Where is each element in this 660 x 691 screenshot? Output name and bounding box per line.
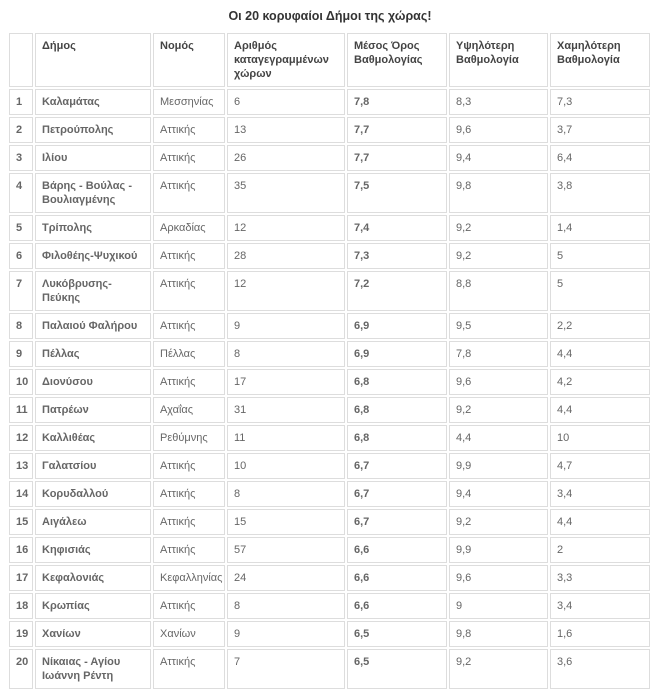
cell-lowest-score: 5 (550, 271, 650, 311)
cell-recorded-places: 28 (227, 243, 345, 269)
cell-lowest-score: 3,8 (550, 173, 650, 213)
cell-prefecture: Αττικής (153, 481, 225, 507)
cell-rank: 8 (9, 313, 33, 339)
cell-highest-score: 9,5 (449, 313, 548, 339)
cell-recorded-places: 17 (227, 369, 345, 395)
cell-lowest-score: 7,3 (550, 89, 650, 115)
table-row (9, 89, 650, 115)
cell-lowest-score: 6,4 (550, 145, 650, 171)
cell-highest-score: 9,8 (449, 621, 548, 647)
cell-highest-score: 8,3 (449, 89, 548, 115)
cell-municipality: Παλαιού Φαλήρου (35, 313, 151, 339)
table-row (9, 173, 650, 213)
cell-average-score: 7,3 (347, 243, 447, 269)
header-average-score: Μέσος Όρος Βαθμολογίας (347, 33, 447, 87)
cell-recorded-places: 6 (227, 89, 345, 115)
table-row (9, 621, 650, 647)
table-row (9, 425, 650, 451)
cell-average-score: 7,8 (347, 89, 447, 115)
cell-rank: 16 (9, 537, 33, 563)
table-row (9, 397, 650, 423)
cell-prefecture: Αττικής (153, 243, 225, 269)
cell-highest-score: 9,2 (449, 243, 548, 269)
cell-average-score: 7,5 (347, 173, 447, 213)
cell-recorded-places: 10 (227, 453, 345, 479)
table-row (9, 565, 650, 591)
header-lowest-score: Χαμηλότερη Βαθμολογία (550, 33, 650, 87)
cell-recorded-places: 12 (227, 215, 345, 241)
table-row (9, 271, 650, 311)
cell-rank: 15 (9, 509, 33, 535)
cell-lowest-score: 3,7 (550, 117, 650, 143)
cell-municipality: Καλαμάτας (35, 89, 151, 115)
cell-lowest-score: 4,7 (550, 453, 650, 479)
cell-lowest-score: 4,4 (550, 509, 650, 535)
header-recorded-places: Αριθμός καταγεγραμμένων χώρων (227, 33, 345, 87)
cell-recorded-places: 9 (227, 621, 345, 647)
cell-prefecture: Αττικής (153, 313, 225, 339)
table-row (9, 593, 650, 619)
table-row (9, 453, 650, 479)
cell-recorded-places: 15 (227, 509, 345, 535)
cell-lowest-score: 3,6 (550, 649, 650, 689)
cell-highest-score: 9,2 (449, 397, 548, 423)
cell-rank: 5 (9, 215, 33, 241)
cell-highest-score: 9,2 (449, 649, 548, 689)
header-municipality: Δήμος (35, 33, 151, 87)
cell-lowest-score: 1,4 (550, 215, 650, 241)
cell-average-score: 7,7 (347, 117, 447, 143)
cell-rank: 20 (9, 649, 33, 689)
cell-average-score: 6,6 (347, 565, 447, 591)
table-row (9, 369, 650, 395)
cell-prefecture: Αττικής (153, 509, 225, 535)
header-rank (9, 33, 33, 87)
table-row (9, 481, 650, 507)
cell-average-score: 6,8 (347, 397, 447, 423)
cell-lowest-score: 4,4 (550, 341, 650, 367)
top-municipalities-table (7, 31, 652, 691)
cell-lowest-score: 4,2 (550, 369, 650, 395)
cell-municipality: Ιλίου (35, 145, 151, 171)
table-row (9, 117, 650, 143)
table-row (9, 145, 650, 171)
cell-municipality: Διονύσου (35, 369, 151, 395)
cell-highest-score: 9,8 (449, 173, 548, 213)
cell-average-score: 6,8 (347, 369, 447, 395)
page-title: Οι 20 κορυφαίοι Δήμοι της χώρας! (228, 9, 432, 23)
cell-lowest-score: 2,2 (550, 313, 650, 339)
cell-rank: 17 (9, 565, 33, 591)
cell-municipality: Αιγάλεω (35, 509, 151, 535)
cell-prefecture: Αττικής (153, 453, 225, 479)
cell-prefecture: Κεφαλληνίας (153, 565, 225, 591)
cell-prefecture: Αρκαδίας (153, 215, 225, 241)
cell-lowest-score: 3,4 (550, 481, 650, 507)
cell-municipality: Κρωπίας (35, 593, 151, 619)
cell-municipality: Λυκόβρυσης-Πεύκης (35, 271, 151, 311)
cell-recorded-places: 24 (227, 565, 345, 591)
table-row (9, 341, 650, 367)
cell-recorded-places: 9 (227, 313, 345, 339)
cell-rank: 14 (9, 481, 33, 507)
cell-highest-score: 4,4 (449, 425, 548, 451)
cell-recorded-places: 57 (227, 537, 345, 563)
header-prefecture: Νομός (153, 33, 225, 87)
cell-recorded-places: 31 (227, 397, 345, 423)
cell-prefecture: Χανίων (153, 621, 225, 647)
cell-recorded-places: 35 (227, 173, 345, 213)
header-row (9, 33, 650, 87)
cell-highest-score: 9,4 (449, 145, 548, 171)
cell-lowest-score: 5 (550, 243, 650, 269)
cell-average-score: 6,7 (347, 453, 447, 479)
cell-rank: 7 (9, 271, 33, 311)
cell-rank: 9 (9, 341, 33, 367)
cell-recorded-places: 8 (227, 481, 345, 507)
cell-average-score: 6,6 (347, 537, 447, 563)
cell-rank: 3 (9, 145, 33, 171)
cell-lowest-score: 1,6 (550, 621, 650, 647)
cell-rank: 2 (9, 117, 33, 143)
cell-recorded-places: 7 (227, 649, 345, 689)
cell-prefecture: Αττικής (153, 369, 225, 395)
cell-highest-score: 7,8 (449, 341, 548, 367)
cell-highest-score: 9 (449, 593, 548, 619)
cell-municipality: Χανίων (35, 621, 151, 647)
cell-municipality: Κορυδαλλού (35, 481, 151, 507)
header-highest-score: Υψηλότερη Βαθμολογία (449, 33, 548, 87)
cell-recorded-places: 12 (227, 271, 345, 311)
cell-prefecture: Αχαΐας (153, 397, 225, 423)
cell-rank: 1 (9, 89, 33, 115)
cell-prefecture: Αττικής (153, 271, 225, 311)
cell-average-score: 6,9 (347, 341, 447, 367)
cell-municipality: Τρίπολης (35, 215, 151, 241)
cell-average-score: 6,9 (347, 313, 447, 339)
cell-municipality: Φιλοθέης-Ψυχικού (35, 243, 151, 269)
cell-highest-score: 9,6 (449, 117, 548, 143)
cell-recorded-places: 11 (227, 425, 345, 451)
cell-average-score: 7,4 (347, 215, 447, 241)
cell-average-score: 6,5 (347, 649, 447, 689)
cell-municipality: Καλλιθέας (35, 425, 151, 451)
cell-average-score: 7,2 (347, 271, 447, 311)
cell-average-score: 6,6 (347, 593, 447, 619)
cell-municipality: Βάρης - Βούλας - Βουλιαγμένης (35, 173, 151, 213)
cell-prefecture: Αττικής (153, 593, 225, 619)
cell-recorded-places: 26 (227, 145, 345, 171)
cell-rank: 18 (9, 593, 33, 619)
table-row (9, 537, 650, 563)
cell-prefecture: Αττικής (153, 537, 225, 563)
cell-rank: 12 (9, 425, 33, 451)
cell-recorded-places: 8 (227, 341, 345, 367)
table-row (9, 649, 650, 689)
cell-municipality: Γαλατσίου (35, 453, 151, 479)
cell-municipality: Κηφισιάς (35, 537, 151, 563)
cell-prefecture: Αττικής (153, 649, 225, 689)
cell-recorded-places: 8 (227, 593, 345, 619)
cell-highest-score: 9,9 (449, 453, 548, 479)
cell-rank: 11 (9, 397, 33, 423)
cell-highest-score: 8,8 (449, 271, 548, 311)
cell-municipality: Πετρούπολης (35, 117, 151, 143)
cell-lowest-score: 10 (550, 425, 650, 451)
cell-highest-score: 9,2 (449, 215, 548, 241)
cell-prefecture: Αττικής (153, 173, 225, 213)
cell-highest-score: 9,2 (449, 509, 548, 535)
cell-prefecture: Πέλλας (153, 341, 225, 367)
cell-rank: 10 (9, 369, 33, 395)
cell-highest-score: 9,4 (449, 481, 548, 507)
cell-recorded-places: 13 (227, 117, 345, 143)
cell-prefecture: Μεσσηνίας (153, 89, 225, 115)
cell-average-score: 6,5 (347, 621, 447, 647)
cell-highest-score: 9,9 (449, 537, 548, 563)
cell-prefecture: Ρεθύμνης (153, 425, 225, 451)
cell-average-score: 7,7 (347, 145, 447, 171)
cell-rank: 6 (9, 243, 33, 269)
cell-rank: 4 (9, 173, 33, 213)
cell-highest-score: 9,6 (449, 565, 548, 591)
table-row (9, 215, 650, 241)
cell-highest-score: 9,6 (449, 369, 548, 395)
cell-prefecture: Αττικής (153, 145, 225, 171)
cell-prefecture: Αττικής (153, 117, 225, 143)
cell-municipality: Νίκαιας - Αγίου Ιωάννη Ρέντη (35, 649, 151, 689)
cell-average-score: 6,7 (347, 481, 447, 507)
cell-lowest-score: 2 (550, 537, 650, 563)
cell-municipality: Κεφαλονιάς (35, 565, 151, 591)
table-row (9, 509, 650, 535)
cell-lowest-score: 4,4 (550, 397, 650, 423)
table-row (9, 243, 650, 269)
cell-lowest-score: 3,4 (550, 593, 650, 619)
cell-rank: 13 (9, 453, 33, 479)
cell-municipality: Πατρέων (35, 397, 151, 423)
cell-lowest-score: 3,3 (550, 565, 650, 591)
cell-municipality: Πέλλας (35, 341, 151, 367)
cell-rank: 19 (9, 621, 33, 647)
cell-average-score: 6,7 (347, 509, 447, 535)
cell-average-score: 6,8 (347, 425, 447, 451)
table-row (9, 313, 650, 339)
